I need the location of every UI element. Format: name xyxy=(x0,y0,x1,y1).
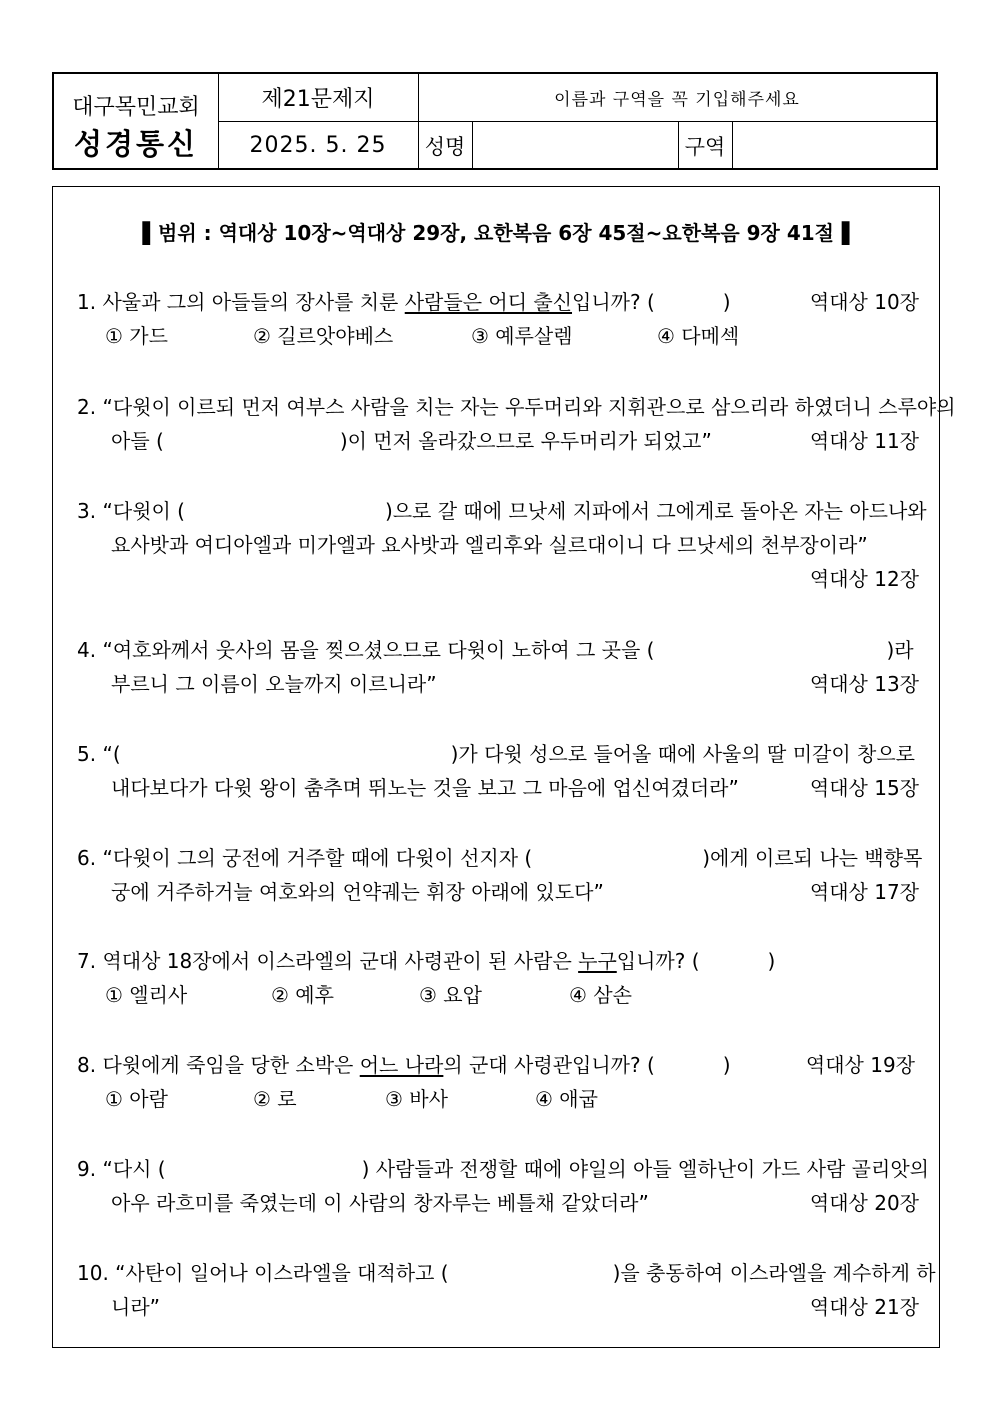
answer-option[interactable]: ② 로 xyxy=(253,1087,297,1111)
question-text: 입니까? ( xyxy=(616,949,700,973)
question-text: “( xyxy=(102,742,121,766)
question-2 xyxy=(77,390,956,458)
church-name: 대구목민교회 xyxy=(72,94,200,120)
question-text: “다윗이 그의 궁전에 거주할 때에 다윗이 선지자 ( xyxy=(102,846,533,870)
scripture-reference: 역대상 21장 xyxy=(809,1295,919,1319)
question-underlined: 누구 xyxy=(578,949,617,973)
question-8 xyxy=(77,1048,919,1116)
answer-option[interactable]: ② 길르앗야베스 xyxy=(253,324,394,348)
question-text: )가 다윗 성으로 들어올 때에 사울의 딸 미갈이 창으로 xyxy=(450,742,916,766)
scripture-reference: 역대상 15장 xyxy=(809,776,919,800)
question-text: 내다보다가 다윗 왕이 춤추며 뛰노는 것을 보고 그 마음에 업신여겼더라” xyxy=(111,776,739,800)
question-underlined: 사람들은 어디 출신 xyxy=(404,290,573,314)
scripture-reference: 역대상 10장 xyxy=(809,290,919,314)
answer-option[interactable]: ④ 삼손 xyxy=(569,983,632,1007)
question-number: 7. xyxy=(77,949,97,973)
scripture-reference: 역대상 12장 xyxy=(809,567,919,591)
answer-option[interactable]: ④ 애굽 xyxy=(535,1087,598,1111)
question-text: 사울과 그의 아들들의 장사를 치룬 xyxy=(102,290,405,314)
question-text: ) xyxy=(722,1053,731,1077)
scripture-reference: 역대상 19장 xyxy=(805,1053,915,1077)
question-text: “다윗이 ( xyxy=(102,499,185,523)
question-10 xyxy=(77,1256,936,1324)
answer-option[interactable]: ③ 예루살렘 xyxy=(471,324,573,348)
question-text: “다윗이 이르되 먼저 여부스 사람을 치는 자는 우두머리와 지휘관으로 삼으리라 하였더니 스루야의 xyxy=(102,395,956,419)
scripture-reference: 역대상 11장 xyxy=(809,429,919,453)
question-text: )라 xyxy=(886,638,914,662)
question-3 xyxy=(77,494,927,596)
question-number: 5. xyxy=(77,742,97,766)
exam-range: ▌범위 : 역대상 10장~역대상 29장, 요한복음 6장 45절~요한복음 9장 41절▐ xyxy=(142,221,850,245)
question-6 xyxy=(77,841,923,909)
question-text: )에게 이르되 나는 백향목 xyxy=(702,846,923,870)
question-text: ) xyxy=(767,949,776,973)
answer-option[interactable]: ① 가드 xyxy=(105,324,168,348)
question-1 xyxy=(77,285,919,353)
header-table xyxy=(52,72,938,170)
scripture-reference: 역대상 13장 xyxy=(809,672,919,696)
issue-date: 2025. 5. 25 xyxy=(249,133,387,158)
question-text: 요사밧과 여디아엘과 미가엘과 요사밧과 엘리후와 실르대이니 다 므낫세의 천부장이라” xyxy=(111,533,868,557)
question-text: 역대상 18장에서 이스라엘의 군대 사령관이 된 사람은 xyxy=(102,949,579,973)
scripture-reference: 역대상 17장 xyxy=(809,880,919,904)
district-label: 구역 xyxy=(684,134,726,159)
instruction-notice: 이름과 구역을 꼭 기입해주세요 xyxy=(554,90,800,110)
question-9 xyxy=(77,1152,929,1220)
question-text: )을 충동하여 이스라엘을 계수하게 하 xyxy=(612,1261,936,1285)
question-text: ) 사람들과 전쟁할 때에 야일의 아들 엘하난이 가드 사람 골리앗의 xyxy=(361,1157,929,1181)
question-number: 2. xyxy=(77,395,97,419)
question-text: 궁에 거주하거늘 여호와의 언약궤는 휘장 아래에 있도다” xyxy=(111,880,604,904)
question-5 xyxy=(77,737,919,805)
question-number: 10. xyxy=(77,1261,109,1285)
district-field[interactable] xyxy=(733,122,936,168)
question-text: 다윗에게 죽임을 당한 소박은 xyxy=(102,1053,360,1077)
question-7 xyxy=(77,944,919,1012)
question-underlined: 어느 나라 xyxy=(359,1053,444,1077)
question-text: 부르니 그 이름이 오늘까지 이르니라” xyxy=(111,672,437,696)
question-sheet xyxy=(52,186,956,1348)
question-text: )으로 갈 때에 므낫세 지파에서 그에게로 돌아온 자는 아드나와 xyxy=(384,499,927,523)
question-number: 6. xyxy=(77,846,97,870)
scripture-reference: 역대상 20장 xyxy=(809,1191,919,1215)
question-text: 입니까? ( xyxy=(572,290,655,314)
question-number: 1. xyxy=(77,290,97,314)
question-text: 의 군대 사령관입니까? ( xyxy=(443,1053,655,1077)
question-number: 4. xyxy=(77,638,97,662)
answer-option[interactable]: ④ 다메섹 xyxy=(657,324,740,348)
question-number: 3. xyxy=(77,499,97,523)
question-text: 아우 라흐미를 죽였는데 이 사람의 창자루는 베틀채 같았더라” xyxy=(111,1191,649,1215)
question-text: )이 먼저 올라갔으므로 우두머리가 되었고” xyxy=(339,429,712,453)
answer-option[interactable]: ③ 바사 xyxy=(385,1087,448,1111)
question-text: “사탄이 일어나 이스라엘을 대적하고 ( xyxy=(115,1261,449,1285)
answer-option[interactable]: ② 예후 xyxy=(271,983,334,1007)
name-field[interactable] xyxy=(473,122,677,168)
question-text: “다시 ( xyxy=(102,1157,166,1181)
answer-option[interactable]: ③ 요압 xyxy=(419,983,482,1007)
name-label: 성명 xyxy=(424,134,466,159)
issue-label: 제21문제지 xyxy=(261,87,375,112)
answer-option[interactable]: ① 엘리사 xyxy=(105,983,188,1007)
question-text: 니라” xyxy=(111,1295,161,1319)
question-text: 아들 ( xyxy=(111,429,164,453)
answer-option[interactable]: ① 아람 xyxy=(105,1087,168,1111)
paper-title: 성경통신 xyxy=(73,126,199,161)
question-text: “여호와께서 웃사의 몸을 찢으셨으므로 다윗이 노하여 그 곳을 ( xyxy=(102,638,655,662)
question-number: 9. xyxy=(77,1157,97,1181)
question-text: ) xyxy=(722,290,731,314)
question-4 xyxy=(77,633,919,701)
question-number: 8. xyxy=(77,1053,97,1077)
